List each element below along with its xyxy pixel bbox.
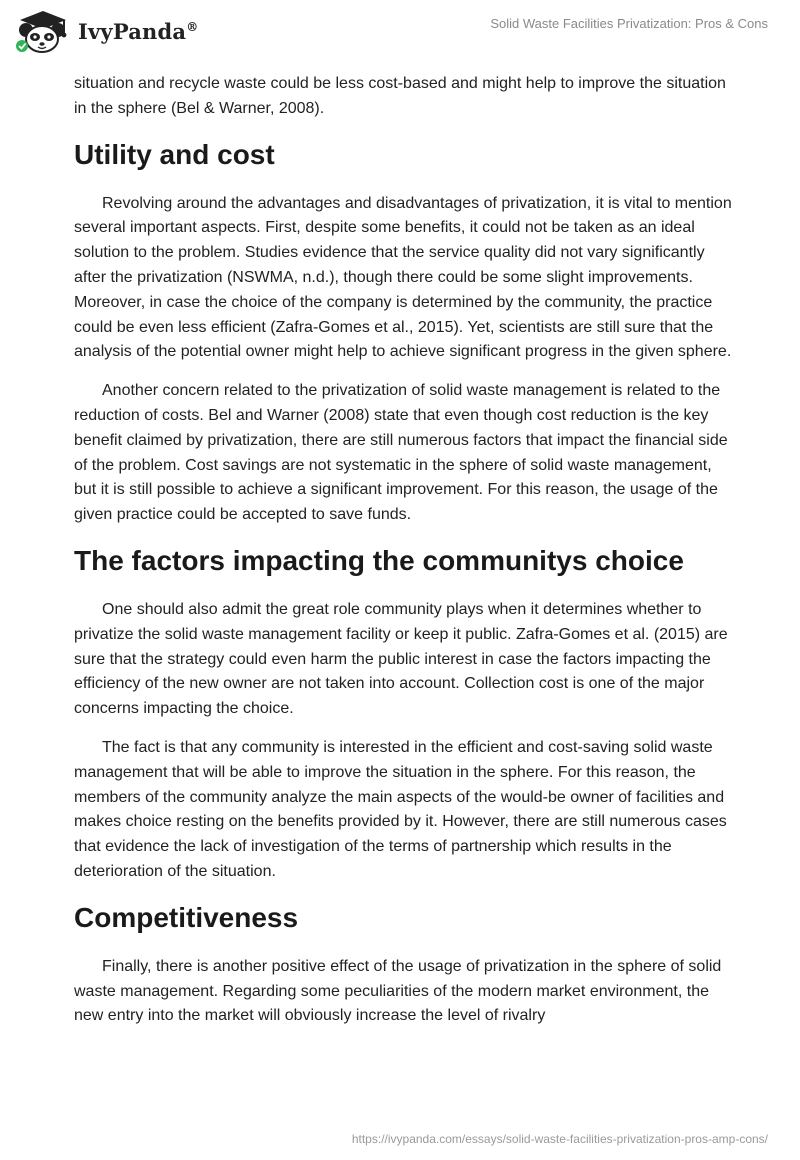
paragraph: The fact is that any community is interested in the efficient and cost-saving solid waste management that will be able to improve the situation in the sphere. For this reason, the members of the community analyze the main aspects of the would-be owner of facilities and makes choice resting on the benefits provided by it. However, there are still numerous cases that evidence the lack of investigation of the terms of partnership which results in the deterioration of the situation. <box>74 738 727 880</box>
section-heading-utility-and-cost: Utility and cost <box>74 138 275 170</box>
section-heading-community-choice: The factors impacting the communitys choice <box>74 544 684 576</box>
paragraph: Another concern related to the privatization of solid waste management is related to the reduction of costs. Bel and Warner (2008) state that even though cost reduction is the key benefit claimed by privatization, there are still numerous factors that impact the financial side of the problem. Cost savings are not systematic in the sphere of solid waste management, but it is still possible to achieve a significant improvement. For this reason, the usage of the given practice could be accepted to save funds. <box>74 382 728 524</box>
paragraph: Revolving around the advantages and disadvantages of privatization, it is vital to mention several important aspects. First, despite some benefits, it could not be taken as an ideal solution to the problem. Studies evidence that the service quality did not vary significantly after the privatization (NSWMA, n.d.), though there could be some slight improvements. Moreover, in case the choice of the company is determined by the community, the practice could be even less efficient (Zafra-Gomes et al., 2015). Yet, scientists are still sure that the analysis of the potential owner might help to achieve significant progress in the given sphere. <box>74 194 732 361</box>
document-title: Solid Waste Facilities Privatization: Pros & Cons <box>490 16 768 31</box>
intro-paragraph: situation and recycle waste could be less cost-based and might help to improve the situation in the sphere (Bel & Warner, 2008). <box>74 75 726 117</box>
paragraph: One should also admit the great role community plays when it determines whether to privatize the solid waste management facility or keep it public. Zafra-Gomes et al. (2015) are sure that the strategy could even harm the public interest in case the factors impacting the efficiency of the new owner are not taken into account. Collection cost is one of the major concerns impacting the choice. <box>74 600 728 718</box>
brand-logo[interactable] <box>14 8 198 54</box>
paragraph: Finally, there is another positive effect of the usage of privatization in the sphere of solid waste management. Regarding some peculiarities of the modern market environment, the new entry into the market will obviously increase the level of rivalry <box>74 957 722 1025</box>
section-heading-competitiveness: Competitiveness <box>74 901 299 933</box>
brand-name: IvyPanda® <box>78 18 199 44</box>
registered-mark: ® <box>186 19 199 34</box>
essay-content <box>74 72 734 1043</box>
source-url-link[interactable]: https://ivypanda.com/essays/solid-waste-facilities-privatization-pros-amp-cons/ <box>351 1132 768 1146</box>
page-header <box>0 0 800 70</box>
panda-graduate-icon <box>14 8 72 54</box>
